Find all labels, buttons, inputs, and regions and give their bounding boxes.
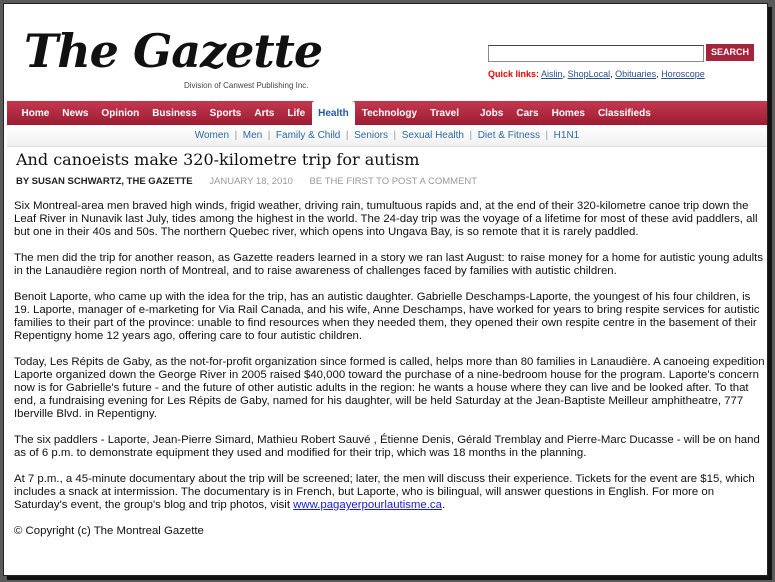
nav-news[interactable]: News xyxy=(62,108,89,119)
website-link[interactable]: www.pagayerpourlautisme.ca xyxy=(293,499,442,511)
nav-life[interactable]: Life xyxy=(287,108,306,119)
sub-nav: Women | Men | Family & Child | Seniors | Sexual Health | Diet & Fitness | H1N1 xyxy=(7,126,767,147)
page-frame xyxy=(3,3,768,576)
nav-technology[interactable]: Technology xyxy=(361,108,418,119)
nav-homes[interactable]: Homes xyxy=(551,108,585,119)
nav-classifieds[interactable]: Classifieds xyxy=(597,108,651,119)
quick-link-shoplocal[interactable]: ShopLocal xyxy=(567,69,611,79)
paragraph: Benoit Laporte, who came up with the idea for the trip, has an autistic daughter. Gabrielle Deschamps-Laporte, the youngest of his four children, is 19. Laporte, manager of e-marketing for Via Rail Canada, and his wife, Anne Deschamps, have worked for years to bring respite services for autistic families to their part of the province: unable to find resources when they needed them, they opened their own respite centre in the basement of their Repentigny home 12 years ago, offering care to four autistic children. xyxy=(14,291,760,342)
nav-arts[interactable]: Arts xyxy=(254,108,275,119)
quick-link-aislin[interactable]: Aislin xyxy=(541,69,563,79)
nav-jobs[interactable]: Jobs xyxy=(480,108,504,119)
subnav-seniors[interactable]: Seniors xyxy=(354,130,388,141)
paragraph xyxy=(14,473,766,512)
gazette-logo[interactable]: The Gazette xyxy=(24,24,323,78)
article-body xyxy=(14,200,766,551)
quick-link-obituaries[interactable]: Obituaries xyxy=(615,69,657,79)
subnav-diet-fitness[interactable]: Diet & Fitness xyxy=(477,130,540,141)
paragraph-end: . xyxy=(441,499,446,511)
search-button[interactable]: SEARCH xyxy=(706,44,754,61)
paragraph-text: At 7 p.m., a 45-minute documentary about the trip will be screened; later, the men will discuss their experience. Tickets for the event are $15, which includes a snack at intermission. The documentary is in French, but Laporte, who is bilingual, will answer questions in English. For more on Saturday's event, the group's blog and trip photos, visit xyxy=(14,473,755,511)
subnav-h1n1[interactable]: H1N1 xyxy=(553,130,580,141)
nav-cars[interactable]: Cars xyxy=(516,108,539,119)
subnav-men[interactable]: Men xyxy=(242,130,263,141)
post-comment-link[interactable]: BE THE FIRST TO POST A COMMENT xyxy=(309,176,478,187)
nav-business[interactable]: Business xyxy=(152,108,197,119)
quick-link-horoscope[interactable]: Horoscope xyxy=(661,69,705,79)
author: BY SUSAN SCHWARTZ, THE GAZETTE xyxy=(16,176,193,187)
paragraph: The men did the trip for another reason, as Gazette readers learned in a story we ran last August: to raise money for a home for autistic young adults in the Lanaudière region north of Montreal, and to raise awareness of challenges faced by families with autistic children. xyxy=(14,252,764,277)
publish-date: JANUARY 18, 2010 xyxy=(209,176,293,187)
paragraph: Today, Les Répits de Gaby, as the not-for-profit organization since formed is called, helps more than 80 families in Lanaudière. A canoeing expedition Laporte organized down the George River in 2005 raised $40,000 toward the purchase of a nine-bedroom house for the program. Laporte's concern now is for Gabrielle's future - and the future of other autistic adults in the region: he wants a house where they can live and be looked after. To that end, a fundraising evening for Les Répits de Gaby, named for his daughter, will be held Saturday at the Jean-Baptiste Meilleur amphitheatre, 777 Iberville Blvd. in Repentigny. xyxy=(14,356,765,420)
nav-opinion[interactable]: Opinion xyxy=(101,108,140,119)
nav-travel[interactable]: Travel xyxy=(430,108,459,119)
search-input[interactable] xyxy=(488,45,704,62)
nav-sports[interactable]: Sports xyxy=(209,108,242,119)
paragraph: Six Montreal-area men braved high winds, frigid weather, driving rain, tumultuous rapids and, at the end of their 320-kilometre canoe trip down the Leaf River in Nunavik last July, tides among the highest in the world. The 24-day trip was the voyage of a lifetime for most of these avid paddlers, all but one in their 40s and 50s. The northern Quebec river, which opens into Ungava Bay, is so remote that it is rarely paddled. xyxy=(14,200,758,238)
subnav-family-child[interactable]: Family & Child xyxy=(275,130,341,141)
nav-health[interactable]: Health xyxy=(312,101,356,125)
subnav-women[interactable]: Women xyxy=(194,130,230,141)
main-nav xyxy=(7,101,767,125)
byline xyxy=(16,176,477,187)
logo-subtitle: Division of Canwest Publishing Inc. xyxy=(184,81,309,90)
copyright: © Copyright (c) The Montreal Gazette xyxy=(14,525,204,537)
quick-links: Quick links: Aislin, ShopLocal, Obituaries, Horoscope xyxy=(488,69,705,79)
paragraph: The six paddlers - Laporte, Jean-Pierre Simard, Mathieu Robert Sauvé , Étienne Denis, Gérald Tremblay and Pierre-Marc Ducasse - will be on hand as of 6 p.m. to demonstrate equipment they used and modified for their trip, which was 18 months in the planning. xyxy=(14,434,760,459)
subnav-sexual-health[interactable]: Sexual Health xyxy=(401,130,464,141)
nav-home[interactable]: Home xyxy=(21,108,50,119)
quick-links-label: Quick links: xyxy=(488,69,540,79)
article-title: And canoeists make 320-kilometre trip for autism xyxy=(16,150,420,169)
